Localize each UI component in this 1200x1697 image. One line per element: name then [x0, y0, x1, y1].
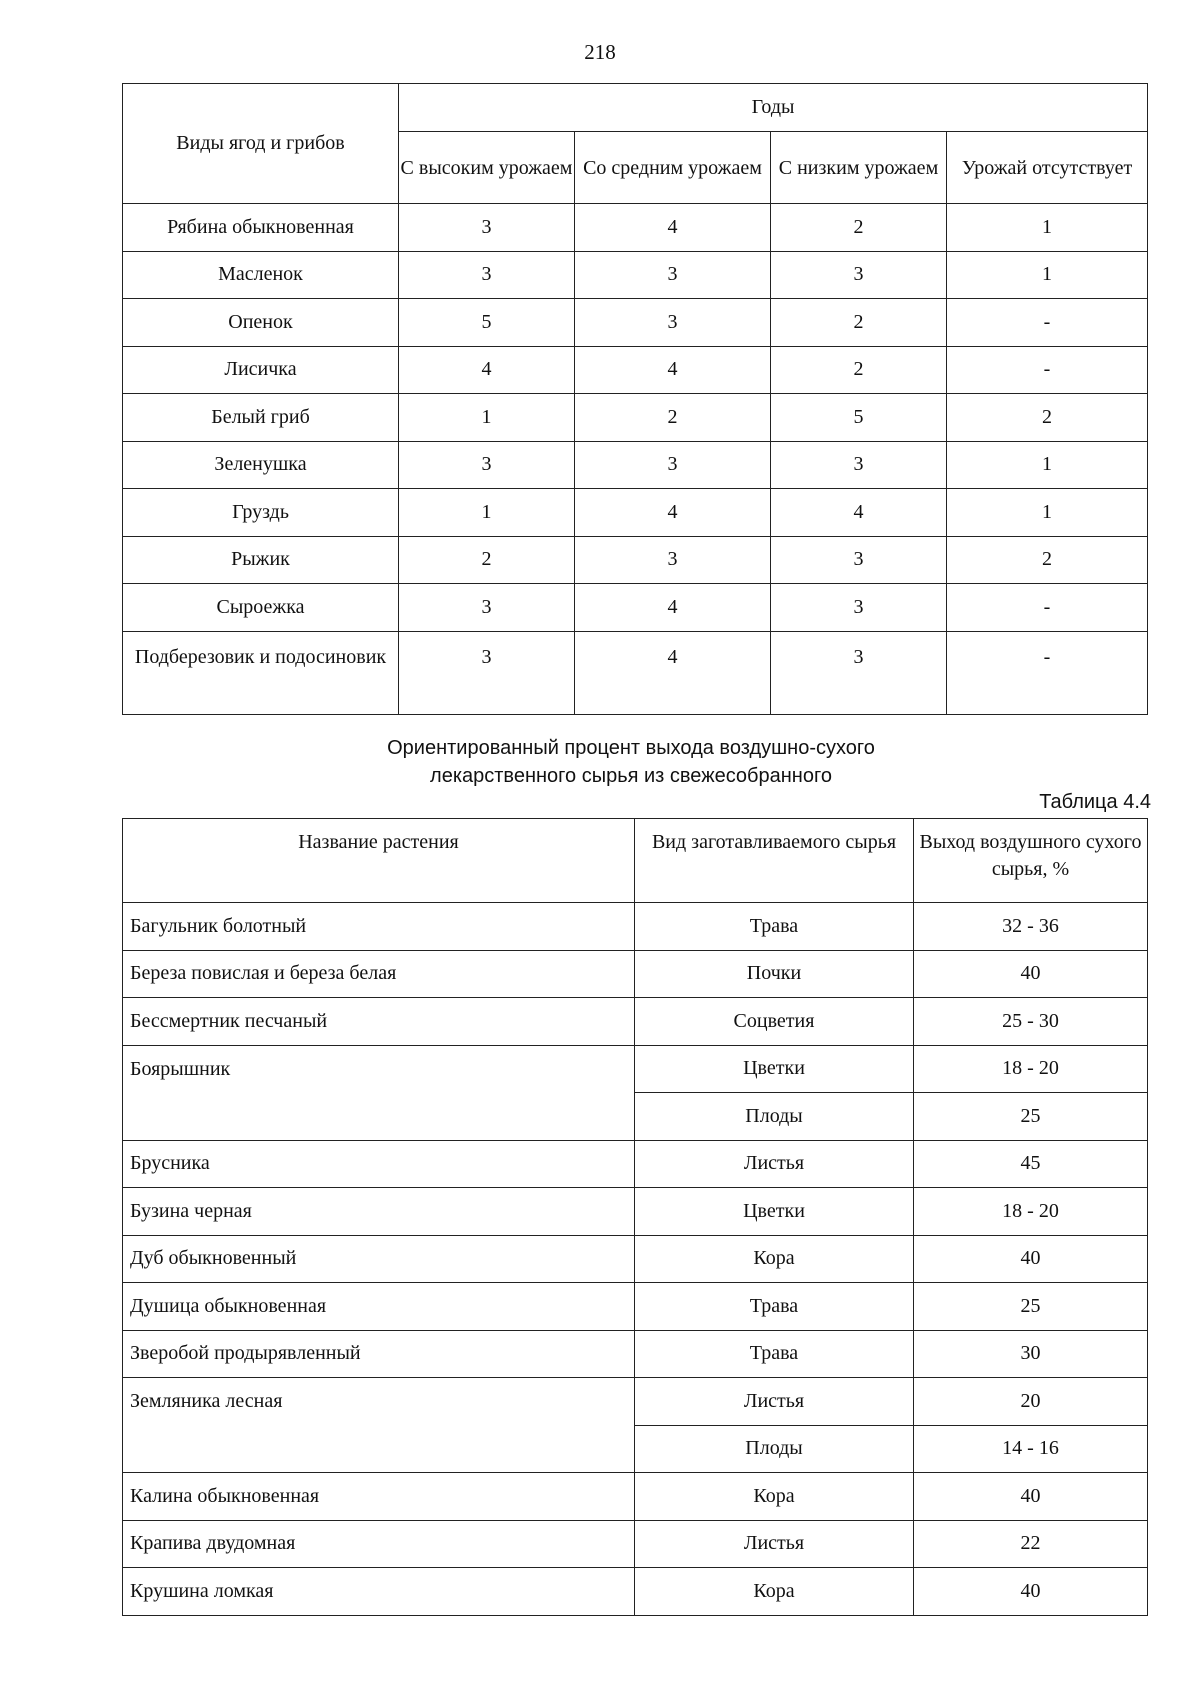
column-header: С низким урожаем — [771, 132, 947, 204]
plant-name: Бессмертник песчаный — [123, 998, 635, 1046]
yield-value: 20 — [914, 1378, 1148, 1426]
cell-value: 1 — [947, 489, 1148, 537]
cell-value: 5 — [399, 299, 575, 347]
yield-value: 25 — [914, 1093, 1148, 1141]
cell-value: 2 — [947, 394, 1148, 442]
cell-value: 1 — [947, 441, 1148, 489]
table-row — [123, 631, 1148, 714]
cell-value: 3 — [399, 441, 575, 489]
species-name: Зеленушка — [123, 441, 399, 489]
cell-value: 1 — [399, 489, 575, 537]
caption-line: Ориентированный процент выхода воздушно-сухого — [387, 737, 875, 759]
cell-value: 3 — [575, 441, 771, 489]
table-row — [123, 1520, 1148, 1568]
yield-table — [122, 818, 1148, 1616]
cell-value: 2 — [575, 394, 771, 442]
cell-value: 2 — [771, 346, 947, 394]
table-row — [123, 1378, 1148, 1426]
yield-value: 22 — [914, 1520, 1148, 1568]
species-name: Груздь — [123, 489, 399, 537]
cell-value: 4 — [575, 489, 771, 537]
species-name: Масленок — [123, 251, 399, 299]
plant-name-header: Название растения — [123, 819, 635, 903]
yield-value: 40 — [914, 1473, 1148, 1521]
raw-type: Листья — [635, 1140, 914, 1188]
cell-value: 3 — [771, 584, 947, 632]
raw-type: Цветки — [635, 1045, 914, 1093]
plant-name: Калина обыкновенная — [123, 1473, 635, 1521]
species-name: Рыжик — [123, 536, 399, 584]
plant-name: Крушина ломкая — [123, 1568, 635, 1616]
table-row — [123, 299, 1148, 347]
raw-type: Почки — [635, 950, 914, 998]
cell-value: 1 — [399, 394, 575, 442]
raw-type: Плоды — [635, 1425, 914, 1473]
species-name: Опенок — [123, 299, 399, 347]
plant-name: Дуб обыкновенный — [123, 1235, 635, 1283]
raw-type: Соцветия — [635, 998, 914, 1046]
table-row — [123, 584, 1148, 632]
table-row — [123, 204, 1148, 252]
raw-type: Трава — [635, 903, 914, 951]
yield-value: 45 — [914, 1140, 1148, 1188]
column-header: С высоким урожаем — [399, 132, 575, 204]
cell-value: 2 — [771, 204, 947, 252]
plant-name: Душица обыкновенная — [123, 1283, 635, 1331]
species-name: Лисичка — [123, 346, 399, 394]
cell-value: 1 — [947, 204, 1148, 252]
table-caption — [0, 734, 1200, 790]
yield-value: 40 — [914, 1235, 1148, 1283]
table-row — [123, 441, 1148, 489]
raw-type: Кора — [635, 1473, 914, 1521]
cell-value: 1 — [947, 251, 1148, 299]
harvest-table — [122, 83, 1148, 715]
table-number-label: Таблица 4.4 — [1039, 791, 1151, 813]
cell-value: 3 — [575, 536, 771, 584]
cell-value: 3 — [771, 441, 947, 489]
cell-value: - — [947, 631, 1148, 714]
cell-value: 3 — [399, 204, 575, 252]
yield-value: 25 - 30 — [914, 998, 1148, 1046]
plant-name: Крапива двудомная — [123, 1520, 635, 1568]
table-row — [123, 998, 1148, 1046]
yield-value: 25 — [914, 1283, 1148, 1331]
yield-value: 40 — [914, 950, 1148, 998]
plant-name: Багульник болотный — [123, 903, 635, 951]
raw-type: Листья — [635, 1378, 914, 1426]
plant-name: Бузина черная — [123, 1188, 635, 1236]
raw-type: Цветки — [635, 1188, 914, 1236]
raw-type: Листья — [635, 1520, 914, 1568]
cell-value: - — [947, 299, 1148, 347]
table-row — [123, 1235, 1148, 1283]
yield-value: 30 — [914, 1330, 1148, 1378]
cell-value: 3 — [771, 536, 947, 584]
cell-value: 2 — [771, 299, 947, 347]
page-number: 218 — [584, 40, 616, 64]
species-name: Рябина обыкновенная — [123, 204, 399, 252]
cell-value: 3 — [399, 251, 575, 299]
caption-line: лекарственного сырья из свежесобранного — [430, 765, 832, 787]
table-row — [123, 903, 1148, 951]
table-row — [123, 1140, 1148, 1188]
cell-value: 3 — [575, 299, 771, 347]
raw-type: Плоды — [635, 1093, 914, 1141]
years-header: Годы — [399, 84, 1148, 132]
species-name: Белый гриб — [123, 394, 399, 442]
table-row — [123, 1188, 1148, 1236]
table-row — [123, 536, 1148, 584]
yield-header: Выход воздушного сухого сырья, % — [914, 819, 1148, 903]
cell-value: 3 — [399, 631, 575, 714]
table-row — [123, 1045, 1148, 1093]
table-row — [123, 346, 1148, 394]
yield-value: 32 - 36 — [914, 903, 1148, 951]
cell-value: - — [947, 346, 1148, 394]
plant-name: Зверобой продырявленный — [123, 1330, 635, 1378]
cell-value: 4 — [575, 584, 771, 632]
plant-name: Брусника — [123, 1140, 635, 1188]
yield-value: 40 — [914, 1568, 1148, 1616]
raw-type: Кора — [635, 1568, 914, 1616]
yield-value: 14 - 16 — [914, 1425, 1148, 1473]
column-header: Со средним урожаем — [575, 132, 771, 204]
cell-value: - — [947, 584, 1148, 632]
raw-type: Трава — [635, 1283, 914, 1331]
yield-value: 18 - 20 — [914, 1045, 1148, 1093]
raw-type: Трава — [635, 1330, 914, 1378]
cell-value: 4 — [399, 346, 575, 394]
cell-value: 2 — [399, 536, 575, 584]
table-header-row — [123, 84, 1148, 132]
plant-name: Земляника лесная — [123, 1378, 635, 1473]
table-row — [123, 251, 1148, 299]
species-name: Подберезовик и подосиновик — [123, 631, 399, 714]
plant-name: Береза повислая и береза белая — [123, 950, 635, 998]
table-header-row — [123, 819, 1148, 903]
cell-value: 4 — [575, 631, 771, 714]
table-row — [123, 1473, 1148, 1521]
cell-value: 4 — [575, 346, 771, 394]
cell-value: 3 — [771, 251, 947, 299]
cell-value: 3 — [575, 251, 771, 299]
raw-type: Кора — [635, 1235, 914, 1283]
table-row — [123, 1568, 1148, 1616]
raw-type-header: Вид заготавливаемого сырья — [635, 819, 914, 903]
table-row — [123, 950, 1148, 998]
table-row — [123, 394, 1148, 442]
cell-value: 4 — [771, 489, 947, 537]
cell-value: 4 — [575, 204, 771, 252]
table-row — [123, 1283, 1148, 1331]
species-header: Виды ягод и грибов — [123, 84, 399, 204]
species-name: Сыроежка — [123, 584, 399, 632]
plant-name: Боярышник — [123, 1045, 635, 1140]
column-header: Урожай отсутствует — [947, 132, 1148, 204]
table-row — [123, 489, 1148, 537]
cell-value: 3 — [771, 631, 947, 714]
yield-value: 18 - 20 — [914, 1188, 1148, 1236]
table-row — [123, 1330, 1148, 1378]
cell-value: 2 — [947, 536, 1148, 584]
cell-value: 3 — [399, 584, 575, 632]
cell-value: 5 — [771, 394, 947, 442]
